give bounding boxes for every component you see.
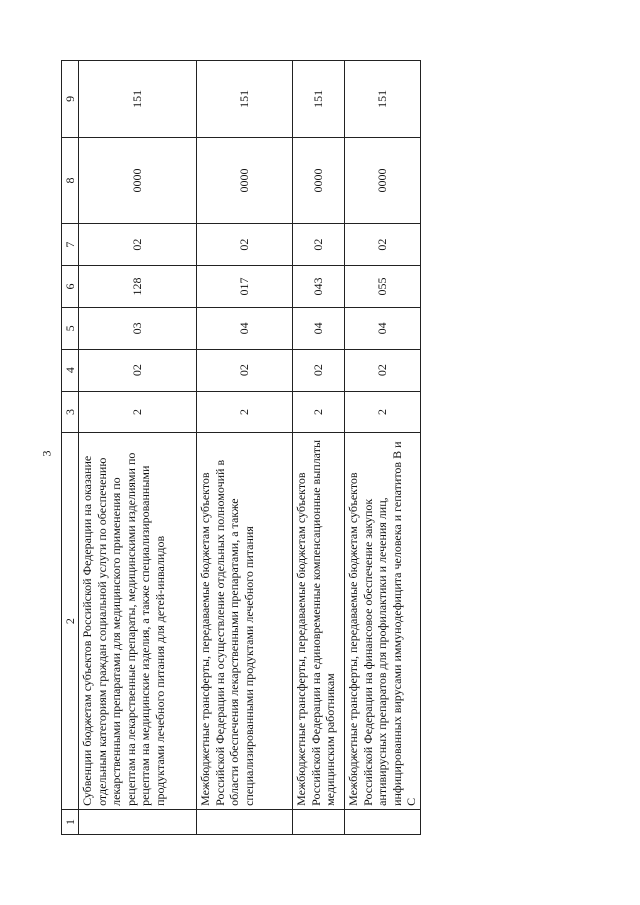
cell-col-7: 02 <box>197 224 293 266</box>
cell-col-3: 2 <box>197 391 293 433</box>
cell-col-6: 017 <box>197 266 293 308</box>
table-row <box>79 61 197 835</box>
cell-col-9: 151 <box>345 61 421 138</box>
cell-col-9: 151 <box>79 61 197 138</box>
cell-col-4: 02 <box>293 349 345 391</box>
cell-col-1 <box>197 809 293 834</box>
cell-description: Субвенции бюджетам субъектов Российской Федерации на оказание отдельным категориям граждан социальной услуги по обеспечению лекарственными препаратами для медицинского применения по рецептам на лекарственные препараты, медицинскими изделиями по рецептам на медицинские изделия, а также специализированными продуктами лечебного питания для детей-инвалидов <box>79 433 197 810</box>
table-row <box>293 61 345 835</box>
cell-description: Межбюджетные трансферты, передаваемые бюджетам субъектов Российской Федерации на единовременные компенсационные выплаты медицинским работникам <box>293 433 345 810</box>
header-col-2: 2 <box>62 433 79 810</box>
cell-col-5: 04 <box>197 307 293 349</box>
cell-col-6: 055 <box>345 266 421 308</box>
table-row <box>197 61 293 835</box>
cell-col-7: 02 <box>79 224 197 266</box>
header-col-7: 7 <box>62 224 79 266</box>
cell-col-1 <box>345 809 421 834</box>
table-row <box>345 61 421 835</box>
cell-col-5: 03 <box>79 307 197 349</box>
cell-col-5: 04 <box>345 307 421 349</box>
cell-col-6: 128 <box>79 266 197 308</box>
cell-col-8: 0000 <box>197 137 293 223</box>
header-col-9: 9 <box>62 61 79 138</box>
cell-col-8: 0000 <box>293 137 345 223</box>
cell-col-6: 043 <box>293 266 345 308</box>
header-col-6: 6 <box>62 266 79 308</box>
cell-col-9: 151 <box>197 61 293 138</box>
header-col-1: 1 <box>62 809 79 834</box>
cell-col-4: 02 <box>345 349 421 391</box>
cell-col-3: 2 <box>345 391 421 433</box>
budget-classification-table <box>61 60 421 835</box>
cell-col-1 <box>79 809 197 834</box>
cell-col-7: 02 <box>345 224 421 266</box>
cell-col-7: 02 <box>293 224 345 266</box>
header-col-3: 3 <box>62 391 79 433</box>
cell-col-5: 04 <box>293 307 345 349</box>
cell-col-1 <box>293 809 345 834</box>
cell-col-3: 2 <box>79 391 197 433</box>
header-col-8: 8 <box>62 137 79 223</box>
page-number: 3 <box>39 450 54 457</box>
cell-col-3: 2 <box>293 391 345 433</box>
cell-col-4: 02 <box>79 349 197 391</box>
cell-col-8: 0000 <box>79 137 197 223</box>
cell-description: Межбюджетные трансферты, передаваемые бюджетам субъектов Российской Федерации на финансовое обеспечение закупок антивирусных препаратов для профилактики и лечения лиц, инфицированных вирусами иммунодефицита человека и гепатитов В и С <box>345 433 421 810</box>
budget-table-container <box>61 60 416 835</box>
cell-col-9: 151 <box>293 61 345 138</box>
cell-col-4: 02 <box>197 349 293 391</box>
cell-col-8: 0000 <box>345 137 421 223</box>
table-header-row <box>62 61 79 835</box>
header-col-5: 5 <box>62 307 79 349</box>
header-col-4: 4 <box>62 349 79 391</box>
cell-description: Межбюджетные трансферты, передаваемые бюджетам субъектов Российской Федерации на осуществление отдельных полномочий в области обеспечения лекарственными препаратами, а также специализированными продуктами лечебного питания <box>197 433 293 810</box>
